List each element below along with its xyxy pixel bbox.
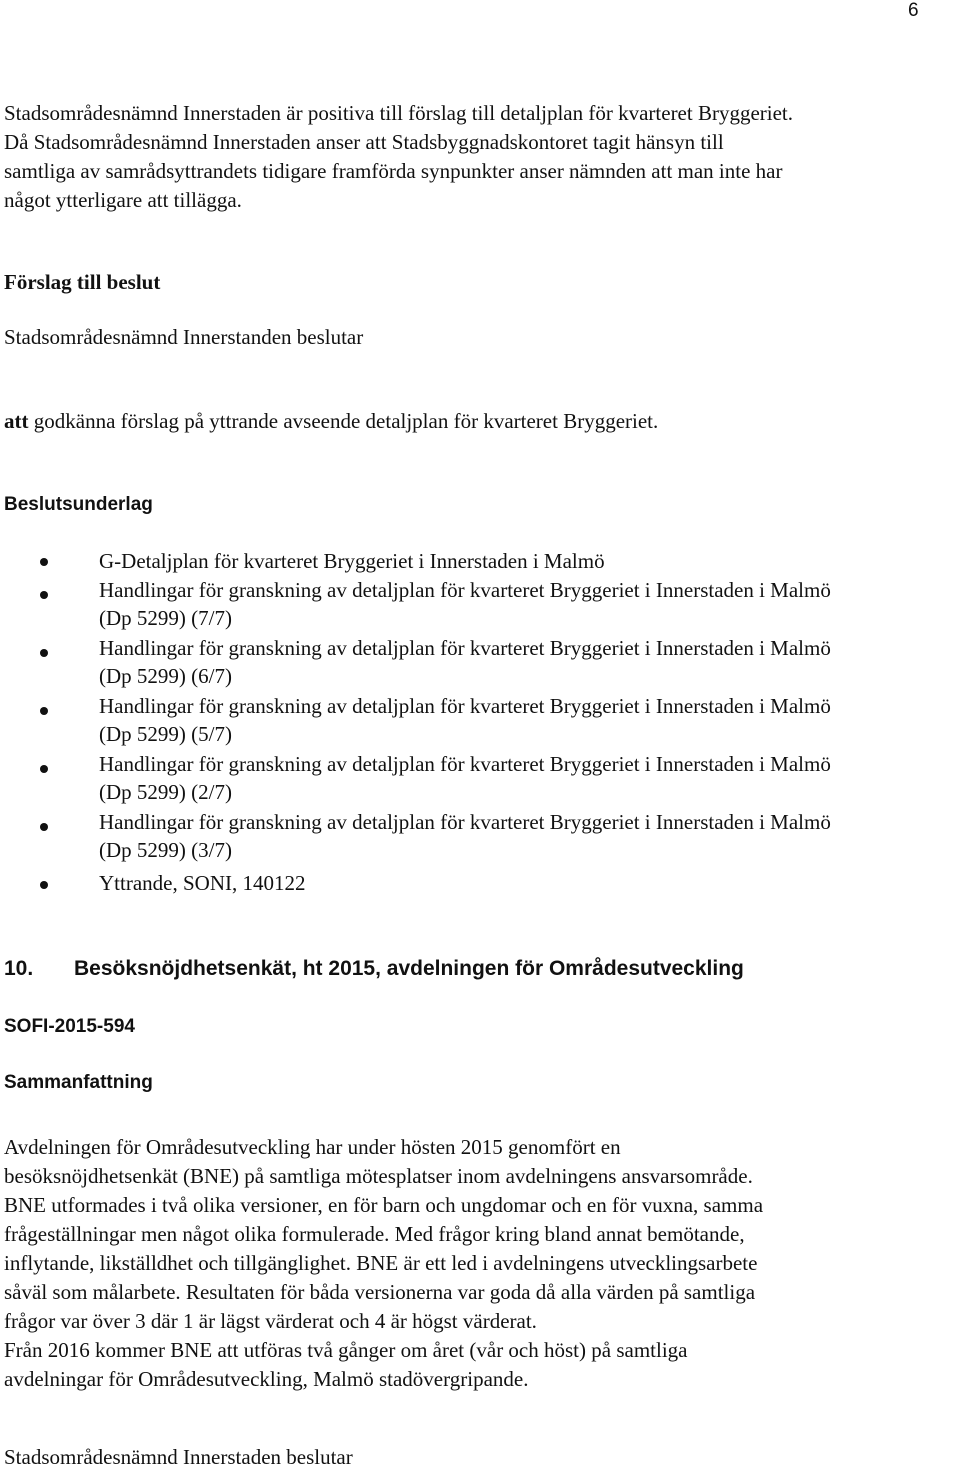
- sammanfattning-line: inflytande, likställdhet och tillgänglighet. BNE är ett led i avdelningens utvecklingsarbete: [4, 1251, 758, 1275]
- sammanfattning-line: frågeställningar men något olika formulerade. Med frågor kring bland annat bemötande,: [4, 1222, 745, 1246]
- sammanfattning-line: BNE utformades i två olika versioner, en för barn och ungdomar och en för vuxna, samma: [4, 1193, 764, 1217]
- beslutsunderlag-item: Handlingar för granskning av detaljplan för kvarteret Bryggeriet i Innerstaden i Malmö: [99, 578, 831, 602]
- sammanfattning-line: besöksnöjdhetsenkät (BNE) på samtliga mötesplatser inom avdelningens ansvarsområde.: [4, 1164, 753, 1188]
- sammanfattning-line: såväl som målarbete. Resultaten för båda versionerna var goda då alla värden på samtliga: [4, 1280, 756, 1304]
- page-number: 6: [908, 0, 919, 21]
- sammanfattning-line: Avdelningen för Områdesutveckling har under hösten 2015 genomfört en: [4, 1135, 621, 1159]
- bullet-icon: [40, 591, 48, 599]
- beslutsunderlag-item-cont: (Dp 5299) (7/7): [99, 606, 232, 630]
- sammanfattning-line: avdelningar för Områdesutveckling, Malmö stadövergripande.: [4, 1367, 529, 1391]
- beslutsunderlag-item: G-Detaljplan för kvarteret Bryggeriet i Innerstaden i Malmö: [99, 549, 605, 573]
- beslutsunderlag-heading: Beslutsunderlag: [4, 494, 153, 515]
- att-keyword: att: [4, 409, 29, 433]
- agenda-item-number: 10.: [4, 957, 34, 980]
- beslutsunderlag-item: Yttrande, SONI, 140122: [99, 871, 306, 895]
- intro-line: Då Stadsområdesnämnd Innerstaden anser att Stadsbyggnadskontoret tagit hänsyn till: [4, 130, 724, 154]
- beslutsunderlag-item-cont: (Dp 5299) (5/7): [99, 722, 232, 746]
- beslutar-line: Stadsområdesnämnd Innerstanden beslutar: [4, 325, 364, 349]
- case-number: SOFI-2015-594: [4, 1016, 135, 1037]
- bullet-icon: [40, 649, 48, 657]
- beslutsunderlag-item: Handlingar för granskning av detaljplan för kvarteret Bryggeriet i Innerstaden i Malmö: [99, 752, 831, 776]
- beslutsunderlag-item: Handlingar för granskning av detaljplan för kvarteret Bryggeriet i Innerstaden i Malmö: [99, 636, 831, 660]
- forslag-heading: Förslag till beslut: [4, 270, 161, 294]
- beslutar-line: Stadsområdesnämnd Innerstaden beslutar: [4, 1445, 353, 1469]
- att-text: godkänna förslag på yttrande avseende detaljplan för kvarteret Bryggeriet.: [28, 409, 659, 433]
- sammanfattning-heading: Sammanfattning: [4, 1072, 153, 1093]
- bullet-icon: [40, 881, 48, 889]
- sammanfattning-line: frågor var över 3 där 1 är lägst värderat och 4 är högst värderat.: [4, 1309, 537, 1333]
- bullet-icon: [40, 765, 48, 773]
- beslutsunderlag-item: Handlingar för granskning av detaljplan för kvarteret Bryggeriet i Innerstaden i Malmö: [99, 810, 831, 834]
- beslutsunderlag-item-cont: (Dp 5299) (2/7): [99, 780, 232, 804]
- bullet-icon: [40, 823, 48, 831]
- att-clause: [4, 409, 658, 434]
- bullet-icon: [40, 707, 48, 715]
- intro-line: något ytterligare att tillägga.: [4, 188, 242, 212]
- beslutsunderlag-item-cont: (Dp 5299) (6/7): [99, 664, 232, 688]
- beslutsunderlag-item: Handlingar för granskning av detaljplan för kvarteret Bryggeriet i Innerstaden i Malmö: [99, 694, 831, 718]
- beslutsunderlag-item-cont: (Dp 5299) (3/7): [99, 838, 232, 862]
- agenda-item-title: Besöksnöjdhetsenkät, ht 2015, avdelningen för Områdesutveckling: [74, 957, 744, 980]
- intro-line: samtliga av samrådsyttrandets tidigare framförda synpunkter anser nämnden att man inte har: [4, 159, 783, 183]
- bullet-icon: [40, 558, 48, 566]
- intro-line: Stadsområdesnämnd Innerstaden är positiva till förslag till detaljplan för kvarteret Bryggeriet.: [4, 101, 794, 125]
- sammanfattning-line: Från 2016 kommer BNE att utföras två gånger om året (vår och höst) på samtliga: [4, 1338, 688, 1362]
